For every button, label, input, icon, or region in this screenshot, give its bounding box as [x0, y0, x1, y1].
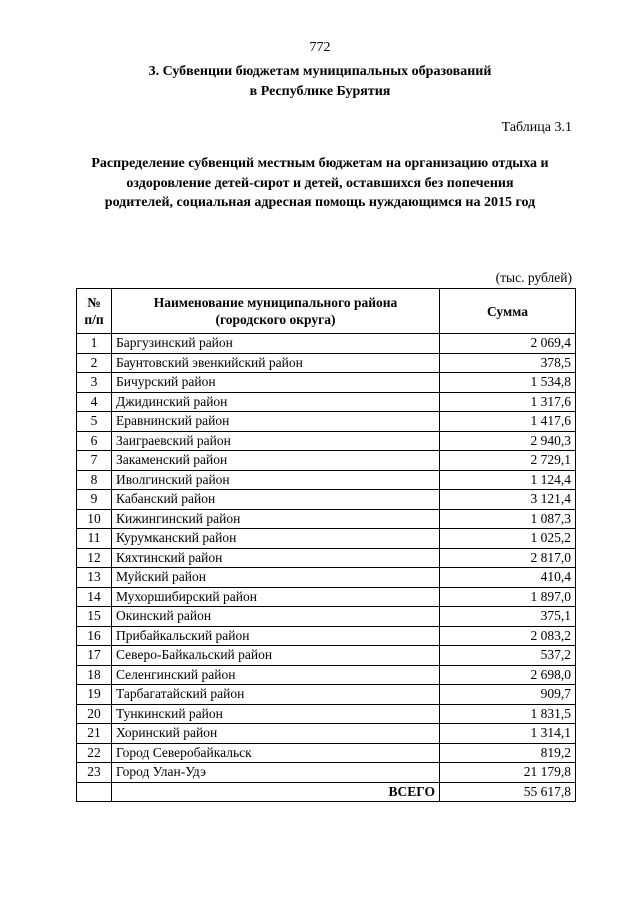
header-number-line1: №: [87, 295, 101, 310]
row-district-name: Кижингинский район: [112, 509, 440, 529]
row-district-name: Закаменский район: [112, 451, 440, 471]
row-number: 18: [77, 665, 112, 685]
row-sum: 1 025,2: [440, 529, 576, 549]
row-number: 12: [77, 548, 112, 568]
header-number: [77, 289, 112, 334]
total-empty-cell: [77, 782, 112, 802]
row-sum: 1 087,3: [440, 509, 576, 529]
row-district-name: Баунтовский эвенкийский район: [112, 353, 440, 373]
header-name-line2: (городского округа): [215, 312, 336, 327]
row-sum: 1 317,6: [440, 392, 576, 412]
row-district-name: Кабанский район: [112, 490, 440, 510]
table-row: [77, 470, 576, 490]
table-row: [77, 529, 576, 549]
row-number: 1: [77, 334, 112, 354]
table-row: [77, 334, 576, 354]
row-number: 7: [77, 451, 112, 471]
row-district-name: Окинский район: [112, 607, 440, 627]
row-sum: 1 314,1: [440, 724, 576, 744]
row-number: 20: [77, 704, 112, 724]
row-number: 8: [77, 470, 112, 490]
table-row: [77, 373, 576, 393]
row-district-name: Еравнинский район: [112, 412, 440, 432]
row-sum: 2 817,0: [440, 548, 576, 568]
row-number: 11: [77, 529, 112, 549]
row-sum: 375,1: [440, 607, 576, 627]
table-row: [77, 665, 576, 685]
row-number: 17: [77, 646, 112, 666]
row-district-name: Тарбагатайский район: [112, 685, 440, 705]
row-district-name: Прибайкальский район: [112, 626, 440, 646]
heading-line: оздоровление детей-сирот и детей, оставшихся без попечения: [126, 175, 514, 191]
row-number: 4: [77, 392, 112, 412]
total-label: ВСЕГО: [112, 782, 440, 802]
row-district-name: Заиграевский район: [112, 431, 440, 451]
row-district-name: Кяхтинский район: [112, 548, 440, 568]
document-heading: [0, 154, 640, 213]
row-sum: 2 940,3: [440, 431, 576, 451]
units-label: (тыс. рублей): [495, 270, 572, 285]
row-sum: 1 417,6: [440, 412, 576, 432]
table-row: [77, 490, 576, 510]
table-row: [77, 548, 576, 568]
table-label: Таблица 3.1: [501, 120, 572, 135]
row-sum: 1 897,0: [440, 587, 576, 607]
row-sum: 1 534,8: [440, 373, 576, 393]
row-sum: 1 831,5: [440, 704, 576, 724]
row-number: 16: [77, 626, 112, 646]
table-row: [77, 743, 576, 763]
row-sum: 2 698,0: [440, 665, 576, 685]
row-number: 14: [77, 587, 112, 607]
total-row: [77, 782, 576, 802]
table-body: [77, 334, 576, 783]
row-sum: 819,2: [440, 743, 576, 763]
section-title-line: в Республике Бурятия: [249, 84, 391, 99]
table-row: [77, 412, 576, 432]
row-district-name: Мухоршибирский район: [112, 587, 440, 607]
heading-line: Распределение субвенций местным бюджетам на организацию отдыха и: [91, 156, 549, 171]
row-district-name: Город Улан-Удэ: [112, 763, 440, 783]
row-district-name: Джидинский район: [112, 392, 440, 412]
section-title: [0, 62, 640, 102]
row-number: 13: [77, 568, 112, 588]
section-title-line: 3. Субвенции бюджетам муниципальных образований: [148, 64, 492, 79]
row-number: 19: [77, 685, 112, 705]
row-number: 22: [77, 743, 112, 763]
table-row: [77, 587, 576, 607]
row-district-name: Хоринский район: [112, 724, 440, 744]
row-sum: 1 124,4: [440, 470, 576, 490]
row-district-name: Тункинский район: [112, 704, 440, 724]
row-district-name: Город Северобайкальск: [112, 743, 440, 763]
row-district-name: Баргузинский район: [112, 334, 440, 354]
row-district-name: Иволгинский район: [112, 470, 440, 490]
header-name-line1: Наименование муниципального района: [153, 295, 398, 310]
header-name: [112, 289, 440, 334]
row-sum: 21 179,8: [440, 763, 576, 783]
row-number: 23: [77, 763, 112, 783]
total-sum: 55 617,8: [440, 782, 576, 802]
row-number: 21: [77, 724, 112, 744]
row-district-name: Селенгинский район: [112, 665, 440, 685]
row-number: 15: [77, 607, 112, 627]
table-row: [77, 451, 576, 471]
row-number: 2: [77, 353, 112, 373]
row-number: 3: [77, 373, 112, 393]
table-row: [77, 509, 576, 529]
row-sum: 2 729,1: [440, 451, 576, 471]
row-sum: 3 121,4: [440, 490, 576, 510]
table-row: [77, 392, 576, 412]
table-row: [77, 568, 576, 588]
table-row: [77, 763, 576, 783]
header-number-line2: п/п: [84, 312, 104, 327]
row-district-name: Северо-Байкальский район: [112, 646, 440, 666]
table-row: [77, 431, 576, 451]
table-header-row: [77, 289, 576, 334]
row-sum: 410,4: [440, 568, 576, 588]
row-sum: 2 083,2: [440, 626, 576, 646]
table-row: [77, 704, 576, 724]
row-sum: 909,7: [440, 685, 576, 705]
table-row: [77, 353, 576, 373]
row-sum: 2 069,4: [440, 334, 576, 354]
row-number: 10: [77, 509, 112, 529]
page-number: 772: [309, 40, 331, 55]
table-row: [77, 646, 576, 666]
subventions-table: [76, 288, 576, 802]
row-number: 9: [77, 490, 112, 510]
row-district-name: Курумканский район: [112, 529, 440, 549]
row-sum: 537,2: [440, 646, 576, 666]
table-row: [77, 626, 576, 646]
row-number: 6: [77, 431, 112, 451]
row-number: 5: [77, 412, 112, 432]
row-district-name: Бичурский район: [112, 373, 440, 393]
heading-line: родителей, социальная адресная помощь нуждающимся на 2015 год: [104, 195, 536, 210]
table-row: [77, 607, 576, 627]
table-row: [77, 685, 576, 705]
row-sum: 378,5: [440, 353, 576, 373]
header-sum: Сумма: [440, 289, 576, 334]
row-district-name: Муйский район: [112, 568, 440, 588]
table-row: [77, 724, 576, 744]
